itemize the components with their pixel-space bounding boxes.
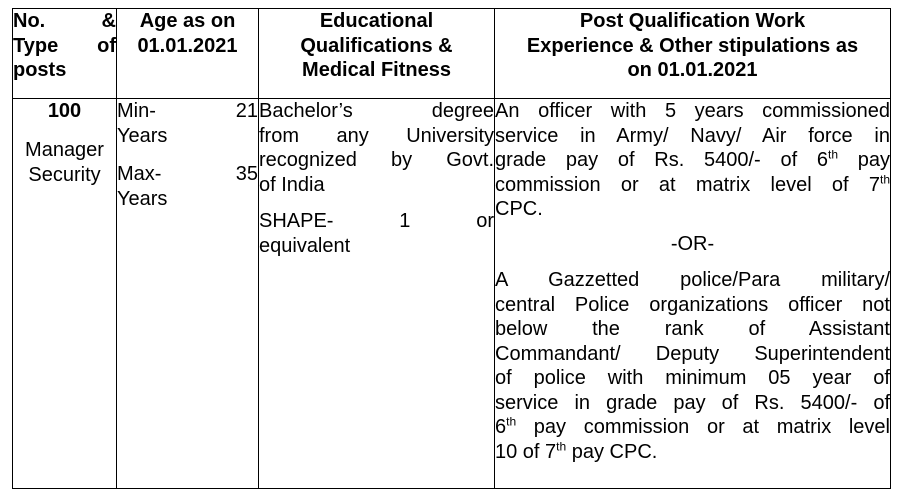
header-line: No. & <box>13 10 116 32</box>
eligibility-table <box>12 8 891 489</box>
header-line: Age as on <box>139 10 236 32</box>
header-line: Experience & Other stipulations as <box>526 34 859 57</box>
header-line: Qualifications & <box>300 34 453 57</box>
max-age-value: 35 <box>235 163 258 185</box>
degree-line: of India <box>259 173 325 196</box>
post-name-line: Security <box>28 163 101 186</box>
header-line: Type of <box>13 34 116 57</box>
degree-line: from any University <box>259 124 494 147</box>
age-cell <box>117 99 259 489</box>
max-age <box>117 162 258 211</box>
experience-line: service in grade pay of Rs. 5400/- of <box>495 391 890 414</box>
post-cell <box>13 99 117 489</box>
experience-line: 10 of 7th pay CPC. <box>495 438 658 463</box>
experience-line: central Police organizations officer not <box>495 293 890 316</box>
experience-line: CPC. <box>495 198 543 220</box>
header-education <box>259 9 495 99</box>
experience-line: A Gazzetted police/Para military/ <box>495 269 890 291</box>
or-separator: -OR- <box>670 232 715 255</box>
table-row <box>13 99 891 489</box>
min-age <box>117 99 258 148</box>
experience-line: grade pay of Rs. 5400/- of 6th pay <box>495 147 890 171</box>
max-age-label: Max- <box>117 163 162 185</box>
fitness-line: SHAPE- 1 or <box>259 210 494 232</box>
post-name-line: Manager <box>25 138 104 161</box>
experience-line: commission or at matrix level of 7th <box>495 171 890 196</box>
min-age-label: Min- <box>117 100 156 122</box>
experience-line: An officer with 5 years commissioned <box>495 100 890 122</box>
education-cell <box>259 99 495 489</box>
header-line: posts <box>13 59 67 81</box>
degree-line: Bachelor’s degree <box>259 100 494 122</box>
experience-line: of police with minimum 05 year of <box>495 367 890 389</box>
header-line: Educational <box>319 10 434 32</box>
header-no-type-of-posts <box>13 9 117 99</box>
experience-cell <box>495 99 891 489</box>
header-age <box>117 9 259 99</box>
header-line: Medical Fitness <box>302 59 451 81</box>
header-row <box>13 9 891 99</box>
experience-line: Commandant/ Deputy Superintendent <box>495 342 890 365</box>
fitness-line: equivalent <box>259 234 351 257</box>
experience-line: service in Army/ Navy/ Air force in <box>495 124 890 147</box>
header-line: Post Qualification Work <box>579 10 806 32</box>
header-line: on 01.01.2021 <box>627 59 758 81</box>
header-line: 01.01.2021 <box>137 34 238 57</box>
experience-line: below the rank of Assistant <box>495 318 890 340</box>
experience-line: 6th pay commission or at matrix level <box>495 414 890 438</box>
header-experience <box>495 9 891 99</box>
post-count: 100 <box>47 100 82 122</box>
min-age-unit: Years <box>117 124 168 147</box>
min-age-value: 21 <box>235 100 258 122</box>
max-age-unit: Years <box>117 187 168 210</box>
degree-line: recognized by Govt. <box>259 149 494 171</box>
